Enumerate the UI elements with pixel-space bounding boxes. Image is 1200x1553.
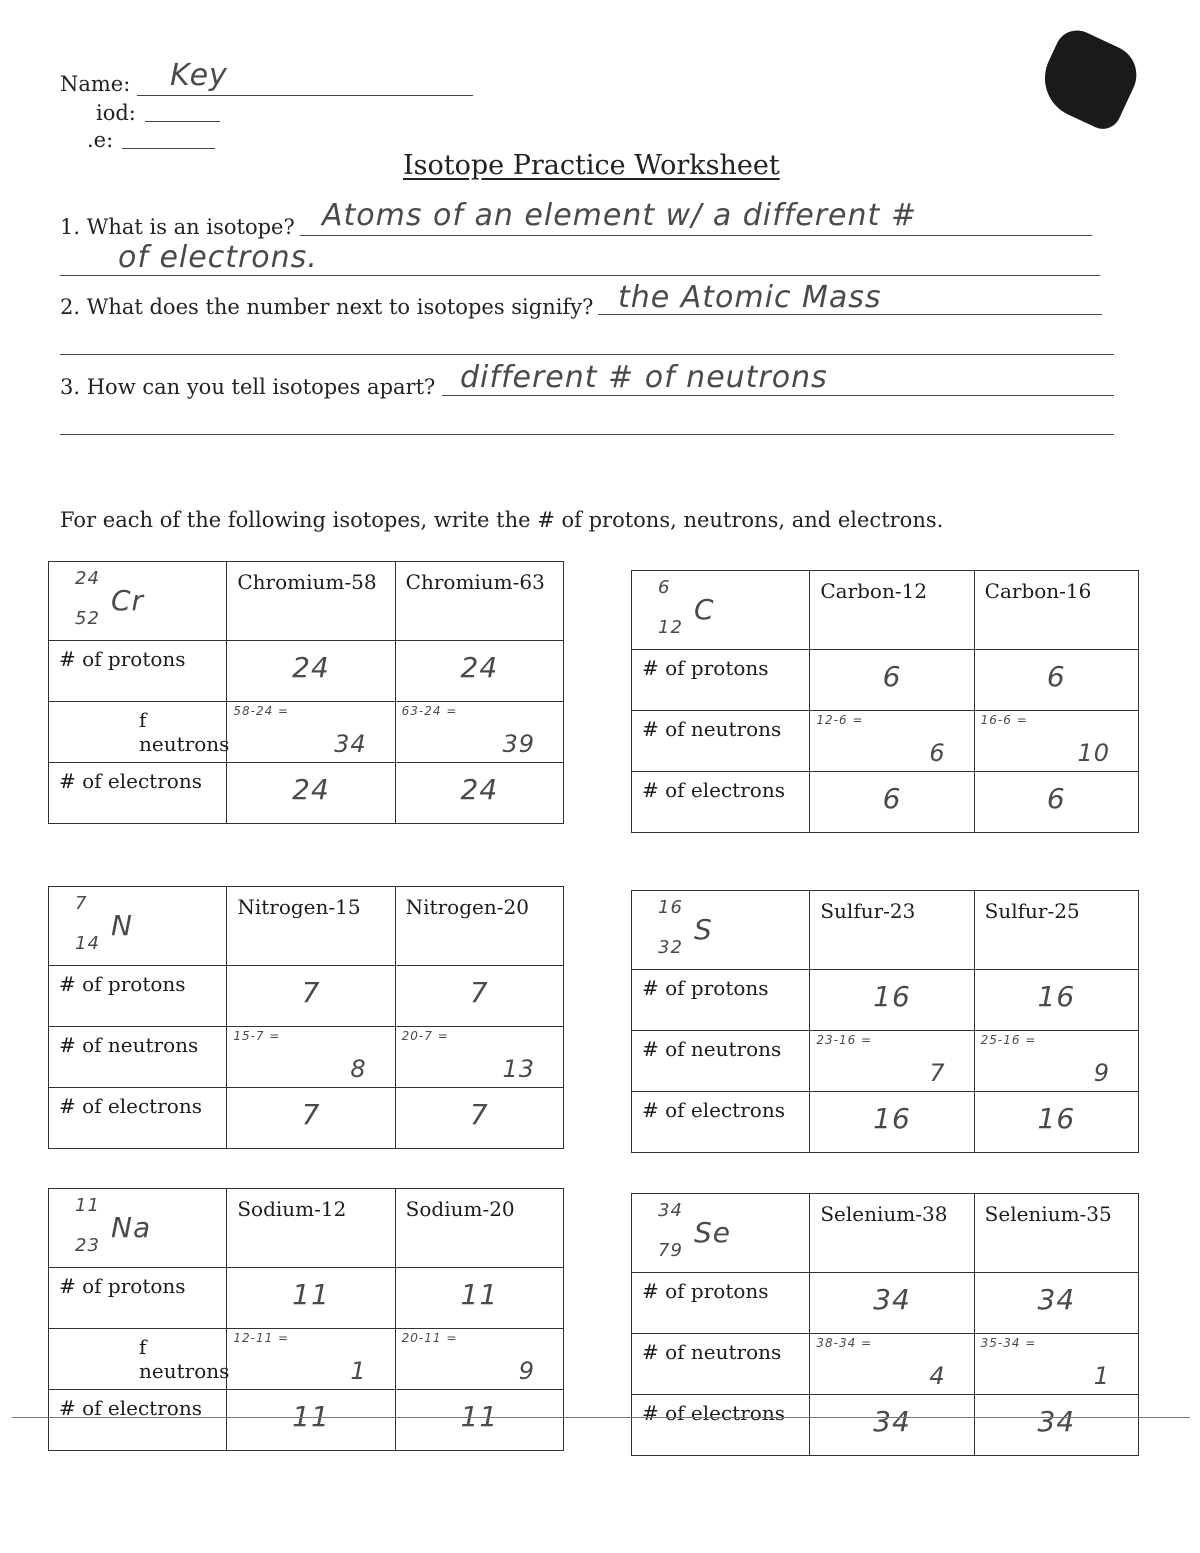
answer-cell [227, 1088, 395, 1149]
answer-value: 6 [882, 782, 902, 815]
answer-cell [227, 641, 395, 702]
atomic-number: 11 [75, 1195, 100, 1216]
answer-value: 8 [350, 1055, 367, 1083]
table-row [632, 711, 1139, 772]
answer-cell [974, 711, 1138, 772]
redaction-scribble [1032, 23, 1146, 135]
table-row [632, 1334, 1139, 1395]
answer-value: 34 [1037, 1405, 1076, 1438]
isotope-column-header: Nitrogen-15 [227, 887, 395, 966]
answer-3-line-2 [60, 434, 1114, 435]
answer-3-line [442, 395, 1114, 396]
row-label: # of protons [632, 970, 810, 1031]
isotope-symbol [632, 1194, 810, 1273]
answer-cell [974, 650, 1138, 711]
answer-2-line-2 [60, 354, 1114, 355]
isotope-column-header: Carbon-12 [810, 571, 974, 650]
answer-value: 24 [460, 651, 499, 684]
answer-cell [227, 1027, 395, 1088]
isotope-table-nitrogen [48, 886, 564, 1149]
atomic-number: 6 [658, 577, 671, 598]
calculation: 16-6 = [980, 713, 1028, 727]
answer-value: 7 [469, 976, 489, 1009]
answer-cell [395, 702, 563, 763]
answer-value: 16 [1037, 980, 1076, 1013]
answer-1-text: Atoms of an element w/ a different # [322, 198, 917, 233]
answer-value: 24 [292, 651, 330, 684]
calculation: 20-11 = [401, 1331, 458, 1345]
isotope-column-header: Sodium-20 [395, 1189, 563, 1268]
answer-value: 4 [929, 1362, 946, 1390]
calculation: 38-34 = [816, 1336, 873, 1350]
answer-value: 9 [1093, 1059, 1110, 1087]
period-label: iod: [96, 101, 136, 125]
date-line [122, 148, 215, 149]
row-label: # of protons [49, 966, 227, 1027]
table-row [632, 772, 1139, 833]
isotope-column-header: Chromium-58 [227, 562, 395, 641]
answer-value: 9 [518, 1357, 535, 1385]
instructions: For each of the following isotopes, write the # of protons, neutrons, and electrons. [60, 508, 944, 532]
mass-number: 32 [658, 937, 683, 958]
row-label: # of electrons [632, 1395, 810, 1456]
answer-value: 6 [929, 739, 946, 767]
row-label: # of electrons [49, 763, 227, 824]
header-row [49, 887, 564, 966]
table-row [49, 1088, 564, 1149]
answer-cell [974, 1334, 1138, 1395]
answer-cell [810, 772, 974, 833]
answer-cell [810, 1031, 974, 1092]
answer-value: 34 [873, 1283, 911, 1316]
calculation: 58-24 = [233, 704, 290, 718]
answer-cell [974, 1273, 1138, 1334]
isotope-column-header: Selenium-35 [974, 1194, 1138, 1273]
question-2: 2. What does the number next to isotopes signify? [60, 295, 594, 319]
answer-2-text: the Atomic Mass [618, 280, 882, 315]
calculation: 23-16 = [816, 1033, 873, 1047]
isotope-column-header: Nitrogen-20 [395, 887, 563, 966]
answer-value: 16 [873, 1102, 911, 1135]
answer-cell [810, 1273, 974, 1334]
answer-cell [227, 1268, 395, 1329]
answer-cell [810, 1334, 974, 1395]
answer-value: 11 [460, 1400, 499, 1433]
table-row [632, 650, 1139, 711]
isotope-column-header: Sodium-12 [227, 1189, 395, 1268]
atomic-number: 24 [75, 568, 100, 589]
isotope-table-sodium [48, 1188, 564, 1451]
calculation: 20-7 = [401, 1029, 449, 1043]
row-label: # of protons [632, 650, 810, 711]
answer-cell [974, 772, 1138, 833]
isotope-table-carbon [631, 570, 1139, 833]
period-line [145, 121, 220, 122]
mass-number: 14 [75, 933, 100, 954]
mass-number: 23 [75, 1235, 100, 1256]
table-row [632, 1031, 1139, 1092]
answer-value: 7 [301, 976, 321, 1009]
table-row [632, 1092, 1139, 1153]
answer-cell [810, 711, 974, 772]
answer-cell [227, 702, 395, 763]
calculation: 12-11 = [233, 1331, 290, 1345]
isotope-column-header: Sulfur-23 [810, 891, 974, 970]
answer-cell [810, 1395, 974, 1456]
answer-cell [395, 1088, 563, 1149]
answer-value: 1 [1093, 1362, 1110, 1390]
question-3: 3. How can you tell isotopes apart? [60, 375, 436, 399]
answer-1-line-2 [60, 275, 1100, 276]
bottom-rule [12, 1417, 1190, 1418]
answer-value: 39 [502, 730, 535, 758]
row-label: # of neutrons [632, 711, 810, 772]
answer-value: 1 [350, 1357, 367, 1385]
isotope-table-chromium [48, 561, 564, 824]
table-row [49, 966, 564, 1027]
table-row [49, 1027, 564, 1088]
answer-cell [395, 1268, 563, 1329]
answer-value: 16 [873, 980, 911, 1013]
table-row [632, 1395, 1139, 1456]
name-line [137, 95, 473, 96]
answer-value: 16 [1037, 1102, 1076, 1135]
answer-value: 24 [292, 773, 330, 806]
isotope-symbol [49, 562, 227, 641]
header-row [632, 571, 1139, 650]
isotope-table-sulfur [631, 890, 1139, 1153]
table-row [49, 702, 564, 763]
element-symbol: Na [111, 1211, 152, 1244]
header-row [49, 1189, 564, 1268]
row-label: # of neutrons [49, 1027, 227, 1088]
answer-cell [974, 970, 1138, 1031]
answer-cell [395, 763, 563, 824]
table-row [49, 763, 564, 824]
isotope-column-header: Carbon-16 [974, 571, 1138, 650]
row-label: # of electrons [49, 1390, 227, 1451]
table-row [632, 970, 1139, 1031]
calculation: 25-16 = [980, 1033, 1037, 1047]
answer-value: 24 [460, 773, 499, 806]
answer-cell [395, 641, 563, 702]
row-label: f neutrons [49, 1329, 227, 1390]
table-row [632, 1273, 1139, 1334]
answer-value: 34 [1037, 1283, 1076, 1316]
answer-cell [810, 650, 974, 711]
answer-value: 13 [502, 1055, 535, 1083]
answer-cell [974, 1031, 1138, 1092]
answer-value: 34 [873, 1405, 911, 1438]
row-label: # of protons [49, 1268, 227, 1329]
answer-cell [974, 1092, 1138, 1153]
answer-cell [227, 1390, 395, 1451]
mass-number: 79 [658, 1240, 683, 1261]
mass-number: 52 [75, 608, 100, 629]
answer-value: 11 [292, 1278, 330, 1311]
answer-value: 10 [1077, 739, 1110, 767]
element-symbol: Cr [111, 584, 145, 617]
name-value: Key [170, 58, 228, 93]
answer-value: 6 [1046, 782, 1066, 815]
answer-cell [395, 1027, 563, 1088]
element-symbol: C [694, 593, 715, 626]
row-label: # of electrons [632, 1092, 810, 1153]
element-symbol: S [694, 913, 713, 946]
calculation: 12-6 = [816, 713, 864, 727]
header-row [49, 562, 564, 641]
answer-cell [395, 1390, 563, 1451]
answer-value: 7 [469, 1098, 489, 1131]
table-row [49, 1390, 564, 1451]
isotope-column-header: Sulfur-25 [974, 891, 1138, 970]
answer-value: 7 [301, 1098, 321, 1131]
date-label: .e: [87, 128, 114, 152]
answer-cell [227, 763, 395, 824]
answer-cell [395, 1329, 563, 1390]
name-label: Name: [60, 72, 131, 96]
atomic-number: 16 [658, 897, 683, 918]
isotope-symbol [49, 887, 227, 966]
isotope-symbol [632, 891, 810, 970]
isotope-column-header: Chromium-63 [395, 562, 563, 641]
element-symbol: Se [694, 1216, 731, 1249]
calculation: 63-24 = [401, 704, 458, 718]
answer-value: 11 [292, 1400, 330, 1433]
answer-cell [227, 1329, 395, 1390]
atomic-number: 7 [75, 893, 88, 914]
isotope-symbol [632, 571, 810, 650]
answer-3-text: different # of neutrons [460, 360, 828, 395]
calculation: 15-7 = [233, 1029, 281, 1043]
isotope-column-header: Selenium-38 [810, 1194, 974, 1273]
row-label: # of electrons [49, 1088, 227, 1149]
answer-cell [227, 966, 395, 1027]
row-label: # of protons [49, 641, 227, 702]
page-title: Isotope Practice Worksheet [403, 150, 780, 181]
header-row [632, 891, 1139, 970]
answer-cell [810, 970, 974, 1031]
answer-value: 11 [460, 1278, 499, 1311]
row-label: # of protons [632, 1273, 810, 1334]
table-row [49, 1268, 564, 1329]
answer-value: 7 [929, 1059, 946, 1087]
answer-value: 6 [882, 660, 902, 693]
answer-1-text-2: of electrons. [118, 240, 318, 275]
answer-cell [974, 1395, 1138, 1456]
row-label: f neutrons [49, 702, 227, 763]
element-symbol: N [111, 909, 133, 942]
mass-number: 12 [658, 617, 683, 638]
row-label: # of neutrons [632, 1334, 810, 1395]
answer-value: 6 [1046, 660, 1066, 693]
row-label: # of neutrons [632, 1031, 810, 1092]
answer-1-line [300, 235, 1092, 236]
question-1: 1. What is an isotope? [60, 215, 295, 239]
isotope-symbol [49, 1189, 227, 1268]
table-row [49, 641, 564, 702]
answer-cell [810, 1092, 974, 1153]
table-row [49, 1329, 564, 1390]
answer-value: 34 [334, 730, 367, 758]
row-label: # of electrons [632, 772, 810, 833]
atomic-number: 34 [658, 1200, 683, 1221]
header-row [632, 1194, 1139, 1273]
answer-cell [395, 966, 563, 1027]
calculation: 35-34 = [980, 1336, 1037, 1350]
